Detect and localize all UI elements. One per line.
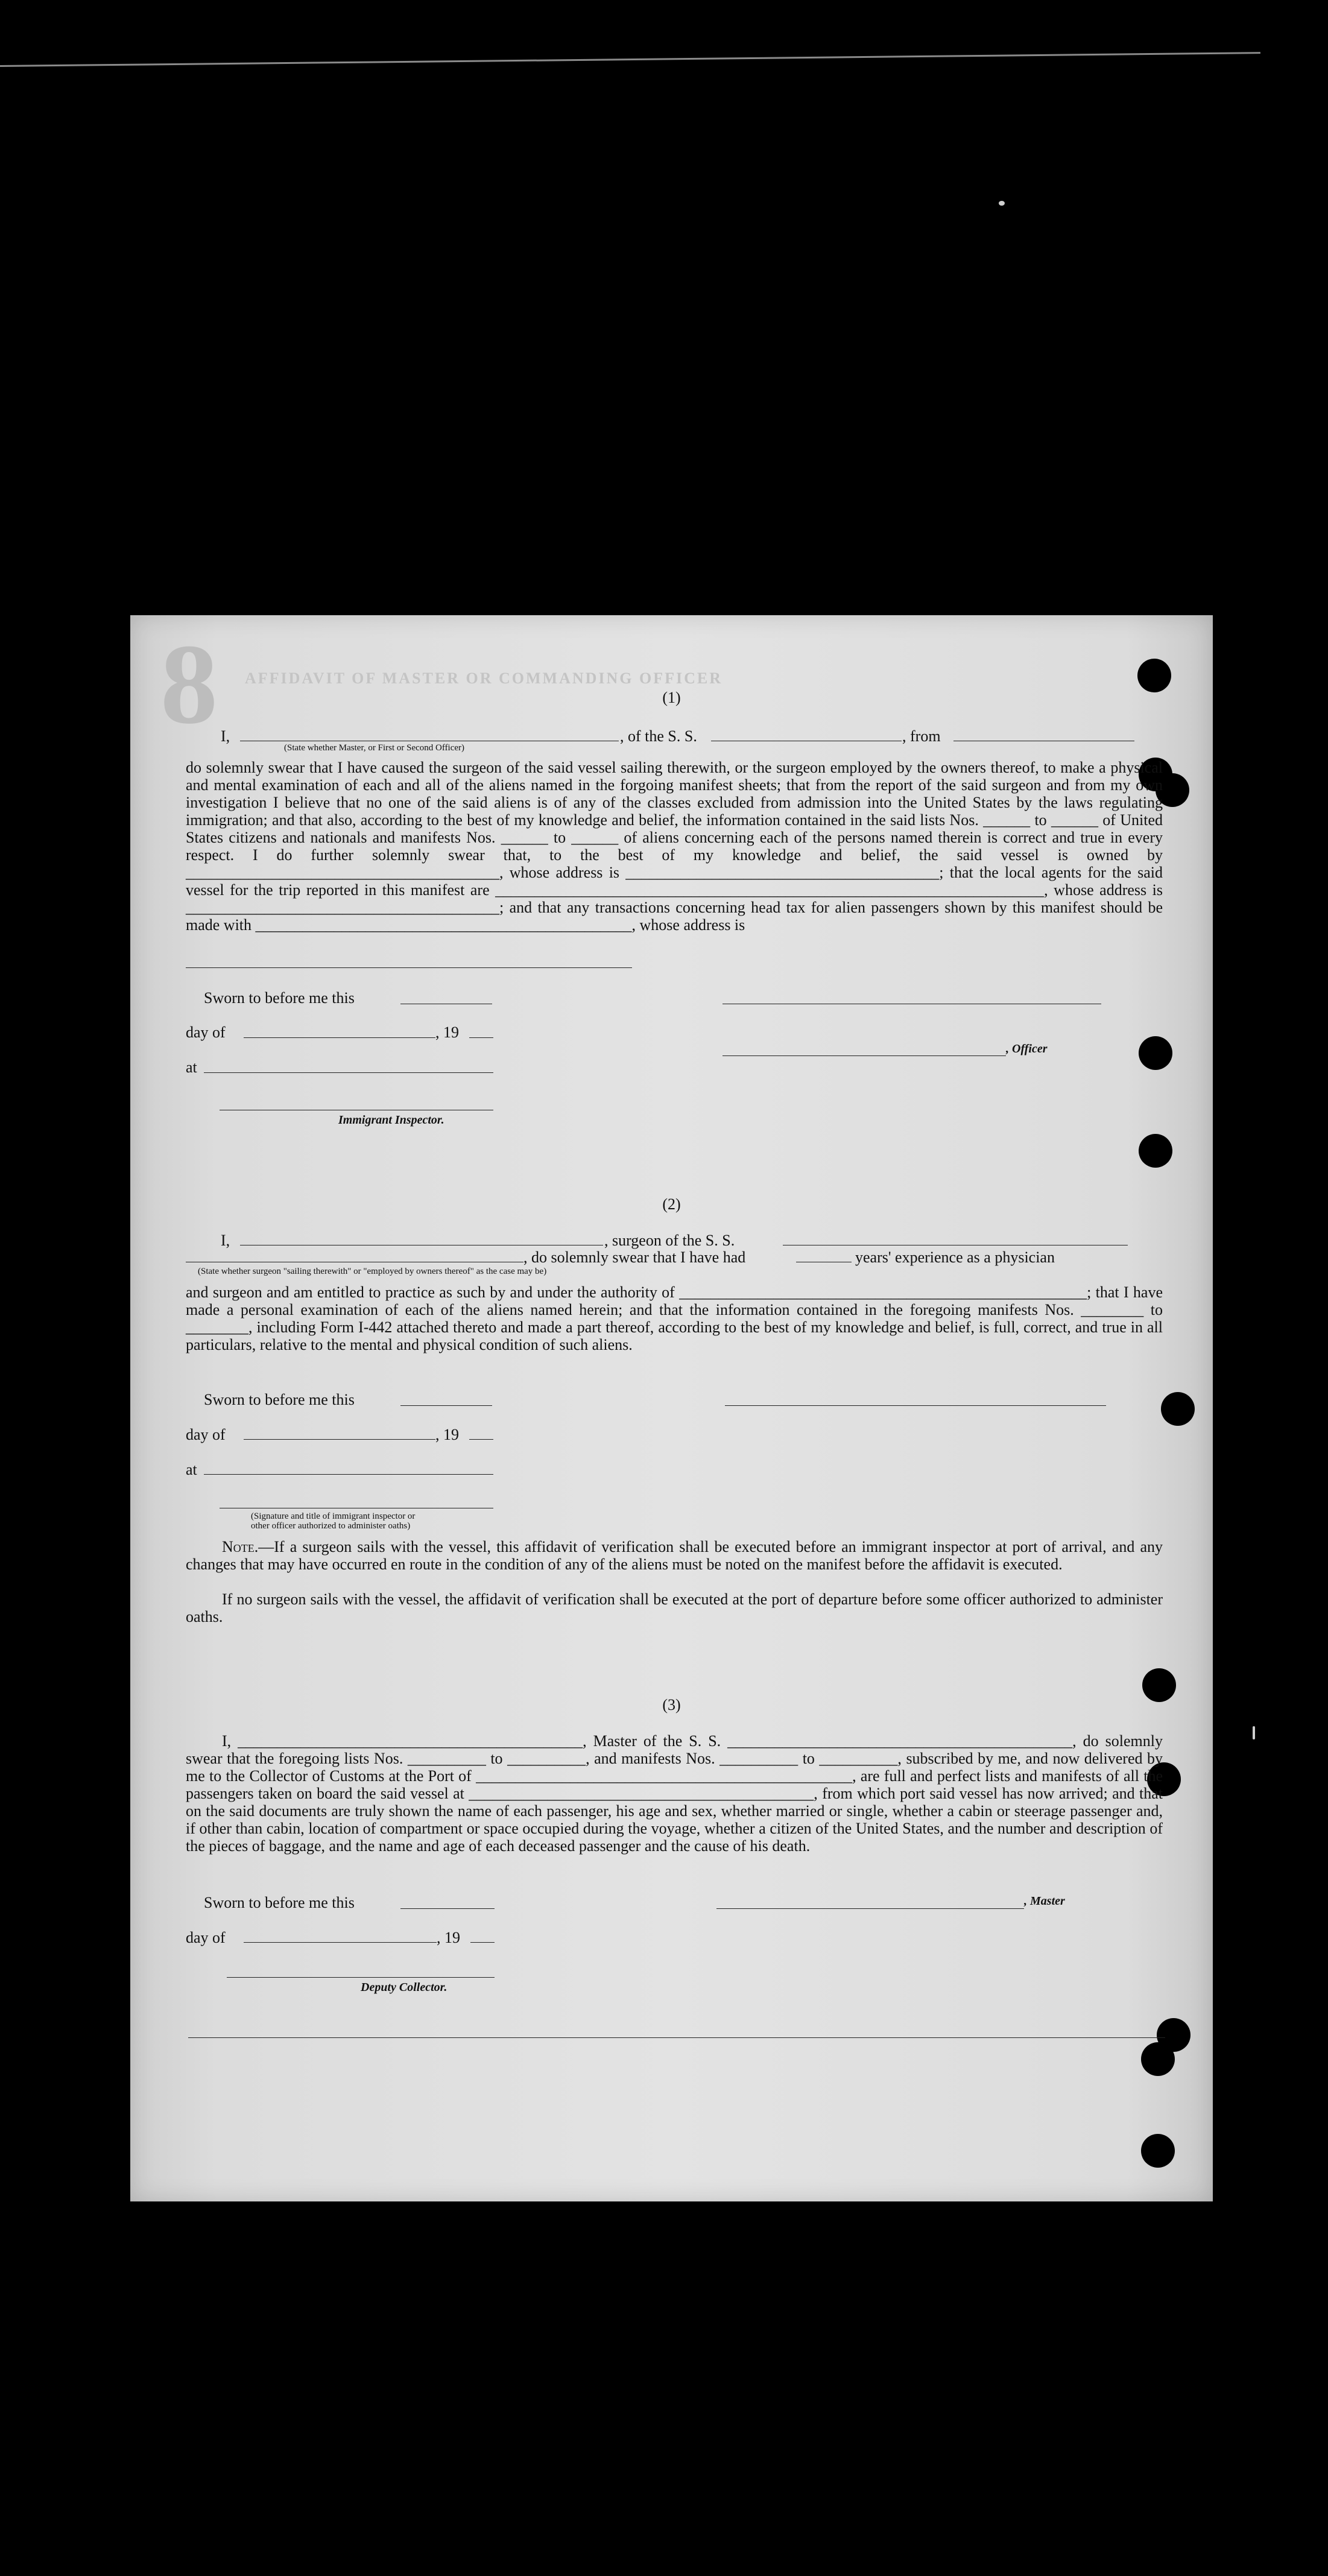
s2-sworn-day-field[interactable]	[400, 1405, 492, 1406]
s3-year-field[interactable]	[470, 1942, 495, 1943]
s1-month-field[interactable]	[244, 1037, 435, 1038]
s2-place-field[interactable]	[204, 1474, 493, 1475]
s1-day-of: day of	[186, 1024, 226, 1041]
section-1-body: do solemnly swear that I have caused the surgeon of the said vessel sailing therewith, or the surgeon employed by the owners thereof, to make a physical and mental examination of each and all of the aliens named in the forgoing manifest sheets; that from the report of the said surgeon and from my own investigation I believe that no one of the said aliens is of any of the classes excluded from admission into the United States by the laws regulating immigration; and that also, according to the best of my knowledge and belief, the information contained in the said lists Nos. ______ to ______ of United States citizens and nationals and manifests Nos. ______ to ______ of aliens concerning each of the persons named therein is correct and true in every respect. I do further solemnly swear that, to the best of my knowledge and belief, the said vessel is owned by ________________________________________, whose address is ________________________________________; that the local agents for the said vessel for the trip reported in this manifest are ______________________________________________________________________, whose address is ________________________________________; and that any transactions concerning head tax for alien passengers shown by this manifest should be made with ________________________________________________, whose address is	[186, 759, 1163, 934]
punch-hole	[1141, 2042, 1175, 2076]
section-2-body: and surgeon and am entitled to practice as such by and under the authority of ____________________________________________________; that I have made a personal examination of each of the aliens named herein; and that the information contained in the foregoing manifests Nos. ________ to ________, including Form I-442 attached thereto and made a part thereof, according to the best of my knowledge and belief, is full, correct, and true in all particulars, relative to the mental and physical condition of such aliens.	[186, 1283, 1163, 1353]
surgeon-signature-field[interactable]	[725, 1405, 1106, 1406]
master-signature-field[interactable]	[716, 1908, 1024, 1909]
s3-sworn: Sworn to before me this	[204, 1894, 355, 1911]
section-3-number: (3)	[662, 1696, 681, 1714]
section-3-body: I, ____________________________________________, Master of the S. S. ____________________________________________, do solemnly swear that the foregoing lists Nos. __________ to __________, and manifests Nos. __________ to __________, subscribed by me, and now delivered by me to the Collector of Customs at the Port of ________________________________________________, are full and perfect lists and manifests of all the passengers taken on board the said vessel at ____________________________________________, from which port said vessel has now arrived; and that on the said documents are truly shown the name of each passenger, his age and sex, whether married or single, whether a cabin or steerage passenger and, if other than cabin, location of compartment or space occupied during the voyage, whether a citizen of the United States, and the number and description of the pieces of baggage, and the name and age of each deceased passenger and the cause of his death.	[186, 1732, 1163, 1855]
scan-edge-line	[0, 52, 1260, 67]
note-paragraph-2: If no surgeon sails with the vessel, the affidavit of verification shall be executed at the port of departure before some officer authorized to administer oaths.	[186, 1590, 1163, 1625]
punch-hole	[1139, 1134, 1172, 1168]
s2-sworn: Sworn to before me this	[204, 1391, 355, 1408]
bottom-rule	[188, 2037, 1165, 2038]
sig-note-line-2: other officer authorized to administer oaths)	[251, 1521, 411, 1531]
master-label: , Master	[1024, 1894, 1065, 1908]
deputy-collector-label: Deputy Collector.	[361, 1981, 447, 1994]
s3-month-field[interactable]	[244, 1942, 437, 1943]
section-2-number: (2)	[662, 1195, 681, 1213]
deputy-signature-field[interactable]	[227, 1977, 495, 1978]
immigrant-inspector-label: Immigrant Inspector.	[338, 1113, 444, 1127]
s1-year-field[interactable]	[469, 1037, 493, 1038]
s2-day-of: day of	[186, 1426, 226, 1443]
s2-month-field[interactable]	[244, 1439, 435, 1440]
section-1-number: (1)	[662, 689, 681, 706]
s1-place-field[interactable]	[204, 1072, 493, 1073]
document-page	[130, 615, 1213, 2201]
punch-hole	[1139, 1036, 1172, 1070]
s2-i: I,	[221, 1232, 230, 1249]
s1-i: I,	[221, 727, 230, 745]
note-paragraph-1	[186, 1538, 1163, 1573]
master-title-note: (State whether Master, or First or Second Officer)	[284, 743, 465, 753]
s3-sworn-day-field[interactable]	[400, 1908, 495, 1909]
punch-hole	[1161, 1392, 1195, 1426]
s1-sworn: Sworn to before me this	[204, 989, 355, 1007]
scan-speck	[1253, 1726, 1255, 1739]
s1-at: at	[186, 1059, 197, 1076]
s2-swear: , do solemnly swear that I have had	[523, 1248, 746, 1266]
page-number: 8	[160, 621, 218, 748]
scan-speck	[999, 201, 1005, 206]
punch-hole	[1137, 659, 1171, 692]
faint-heading: AFFIDAVIT OF MASTER OR COMMANDING OFFICER	[245, 669, 723, 687]
surgeon-status-note: (State whether surgeon "sailing therewith" or "employed by owners thereof" as the case may be)	[198, 1267, 547, 1276]
note-label: Note.	[222, 1538, 259, 1555]
sig-note-line-1: (Signature and title of immigrant inspector or	[251, 1511, 416, 1521]
s1-of-ss: , of the S. S.	[620, 727, 697, 745]
s1-from: , from	[902, 727, 941, 745]
punch-hole	[1141, 2134, 1175, 2168]
s2-years: years' experience as a physician	[855, 1248, 1055, 1266]
s2-year-field[interactable]	[469, 1439, 493, 1440]
s3-year: , 19	[437, 1929, 460, 1946]
s1-year: , 19	[435, 1024, 459, 1041]
s3-day-of: day of	[186, 1929, 226, 1946]
s2-surgeon-of: , surgeon of the S. S.	[604, 1232, 735, 1249]
officer-label: , Officer	[1006, 1042, 1048, 1055]
officer-signature-field[interactable]	[722, 1055, 1006, 1056]
s2-year: , 19	[435, 1426, 459, 1443]
agent-address-field[interactable]	[186, 967, 632, 968]
s2-at: at	[186, 1461, 197, 1478]
note-text: —If a surgeon sails with the vessel, this affidavit of verification shall be executed before an immigrant inspector at port of arrival, and any changes that may have occurred en route in the condition of any of the aliens must be noted on the manifest before the affidavit is executed.	[186, 1538, 1163, 1573]
